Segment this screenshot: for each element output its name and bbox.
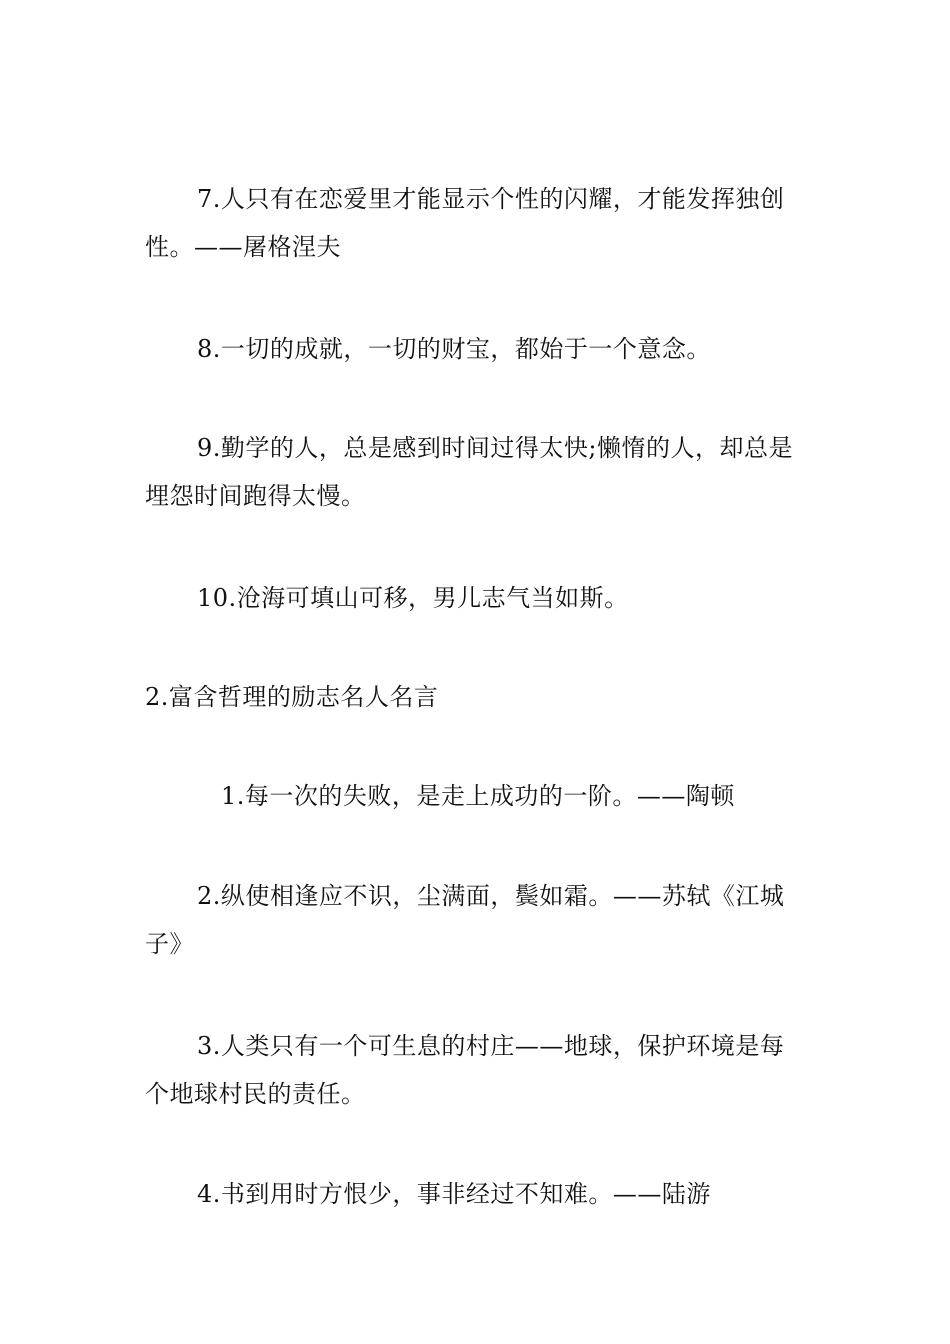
- quote-paragraph: 1.每一次的失败，是走上成功的一阶。——陶顿: [221, 782, 735, 810]
- quote-paragraph: 3.人类只有一个可生息的村庄——地球，保护环境是每个地球村民的责任。: [145, 1032, 785, 1108]
- quote-paragraph: 2.纵使相逢应不识，尘满面，鬓如霜。——苏轼《江城子》: [145, 882, 785, 958]
- quote-paragraph: 8.一切的成就，一切的财宝，都始于一个意念。: [197, 335, 711, 363]
- quote-paragraph: 7.人只有在恋爱里才能显示个性的闪耀，才能发挥独创性。——屠格涅夫: [145, 185, 785, 261]
- quote-paragraph: 9.勤学的人，总是感到时间过得太快;懒惰的人，却总是埋怨时间跑得太慢。: [145, 434, 793, 510]
- quote-paragraph: 4.书到用时方恨少，事非经过不知难。——陆游: [197, 1180, 711, 1208]
- quote-paragraph: 10.沧海可填山可移，男儿志气当如斯。: [197, 584, 629, 612]
- section-heading: 2.富含哲理的励志名人名言: [145, 683, 439, 711]
